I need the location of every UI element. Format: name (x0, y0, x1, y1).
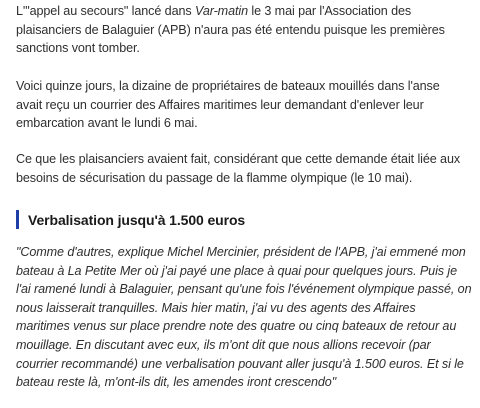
intro-text-after: le 3 mai par l'Association des plaisanciers de Balaguier (APB) n'aura pas été entendu puisque les premières sanctions vont tomber. (16, 4, 445, 56)
article-paragraph-courier: Voici quinze jours, la dizaine de propriétaires de bateaux mouillés dans l'anse avait reçu un courrier des Affaires maritimes leur demandant d'enlever leur embarcation avant le lundi 6 mai. (16, 79, 440, 131)
article-paragraph-reason: Ce que les plaisanciers avaient fait, considérant que cette demande était liée aux besoins de sécurisation du passage de la flamme olympique (le 10 mai). (16, 152, 461, 185)
intro-text-before: L'"appel au secours" lancé dans (16, 4, 195, 18)
section-subheading (16, 210, 245, 229)
article-paragraph-intro (16, 2, 468, 58)
source-name: Var-matin (194, 4, 248, 18)
subheading-title: Verbalisation jusqu'à 1.500 euros (28, 211, 246, 228)
subheading-accent-bar (16, 210, 19, 229)
article-quote: "Comme d'autres, explique Michel Mercinier, président de l'APB, j'ai emmené mon bateau à La Petite Mer où j'ai payé une place à quai pour quelques jours. Puis je l'ai ramené lundi à Balaguier, pensant qu'une fois l'événement olympique passé, on nous laisserait tranquilles. Mais hier matin, j'ai vu des agents des Affaires maritimes venus sur place prendre note des quatre ou cinq bateaux de retour au mouillage. En discutant avec eux, ils m'ont dit que nous allions recevoir (par courrier recommandé) une verbalisation pouvant aller jusqu'à 1.500 euros. Et si le bateau reste là, m'ont-ils dit, les amendes iront crescendo" (16, 245, 472, 390)
